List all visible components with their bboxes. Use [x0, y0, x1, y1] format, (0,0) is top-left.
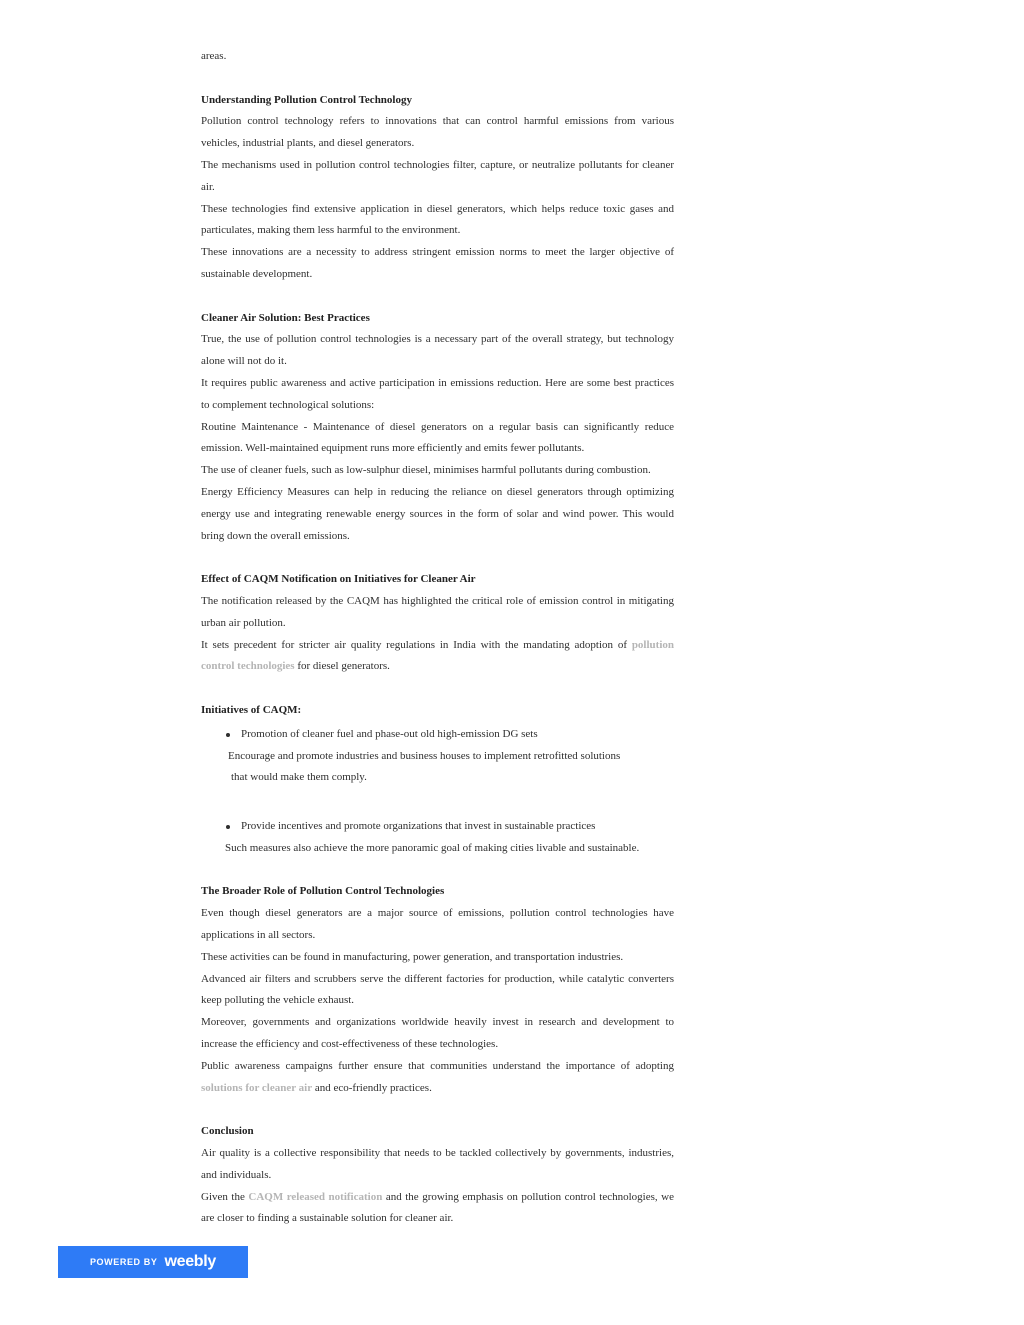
link-caqm-released-notification[interactable]: CAQM released notification [248, 1190, 383, 1203]
list-item-text: Promotion of cleaner fuel and phase-out old high-emission DG sets [241, 727, 538, 740]
section-heading-broader-role: The Broader Role of Pollution Control Technologies [201, 885, 445, 898]
sub-paragraph-line: that would make them comply. [231, 771, 367, 784]
paragraph: Moreover, governments and organizations worldwide heavily invest in research and development to increase the efficiency and cost-effectiveness of these technologies. [201, 1016, 674, 1051]
paragraph-text: for diesel generators. [294, 660, 390, 673]
paragraph: Advanced air filters and scrubbers serve the different factories for production, while catalytic converters keep polluting the vehicle exhaust. [201, 972, 674, 1007]
link-pollution-control-technologies[interactable]: pollution control technologies [201, 638, 674, 673]
list-item-text: Provide incentives and promote organizations that invest in sustainable practices [241, 820, 596, 833]
spacer [201, 789, 674, 814]
paragraph: Pollution control technology refers to innovations that can control harmful emissions from various vehicles, industrial plants, and diesel generators. [201, 115, 674, 150]
paragraph: These innovations are a necessity to address stringent emission norms to meet the larger objective of sustainable development. [201, 246, 674, 280]
paragraph: The use of cleaner fuels, such as low-sulphur diesel, minimises harmful pollutants during combustion. [201, 464, 651, 477]
bullet-icon [226, 733, 230, 737]
article-body [201, 46, 674, 1230]
paragraph: These activities can be found in manufacturing, power generation, and transportation industries. [201, 950, 624, 963]
paragraph: True, the use of pollution control technologies is a necessary part of the overall strategy, but technology alone will not do it. [201, 333, 674, 368]
section-heading-understanding: Understanding Pollution Control Technology [201, 93, 412, 106]
powered-by-weebly-badge[interactable] [58, 1246, 248, 1278]
spacer [201, 547, 674, 569]
paragraph [201, 635, 674, 679]
section-heading-effect: Effect of CAQM Notification on Initiatives for Cleaner Air [201, 573, 476, 586]
paragraph: Even though diesel generators are a major source of emissions, pollution control technologies have applications in all sectors. [201, 907, 674, 942]
paragraph: Air quality is a collective responsibility that needs to be tackled collectively by governments, industries, and individuals. [201, 1147, 674, 1181]
spacer [201, 678, 674, 700]
weebly-logo: weebly [164, 1253, 217, 1270]
paragraph: It requires public awareness and active participation in emissions reduction. Here are some best practices to complement technological solutions: [201, 376, 674, 411]
intro-fragment: areas. [201, 50, 227, 62]
paragraph-text: It sets precedent for stricter air quality regulations in India with the mandating adoption of [201, 638, 632, 651]
sub-paragraph-line: Encourage and promote industries and business houses to implement retrofitted solutions [228, 749, 621, 762]
paragraph [201, 1187, 674, 1231]
spacer [201, 68, 674, 90]
paragraph-text: and eco-friendly practices. [312, 1081, 432, 1094]
paragraph: Energy Efficiency Measures can help in reducing the reliance on diesel generators through optimizing energy use and integrating renewable energy sources in the form of solar and wind power. This would bring down the overall emissions. [201, 485, 674, 542]
spacer [201, 286, 674, 308]
spacer [201, 860, 674, 882]
list-item [201, 724, 674, 746]
spacer [201, 1099, 674, 1121]
paragraph: The notification released by the CAQM has highlighted the critical role of emission control in mitigating urban air pollution. [201, 594, 674, 629]
paragraph-text: Public awareness campaigns further ensure that communities understand the importance of adopting [201, 1059, 674, 1072]
list-item [201, 816, 674, 838]
paragraph-text: and the growing emphasis on pollution control technologies, we are closer to finding a sustainable solution for cleaner air. [201, 1190, 674, 1225]
section-heading-best-practices: Cleaner Air Solution: Best Practices [201, 311, 370, 324]
section-heading-initiatives: Initiatives of CAQM: [201, 703, 302, 716]
paragraph-text: Given the [201, 1190, 249, 1203]
sub-paragraph: Such measures also achieve the more panoramic goal of making cities livable and sustainable. [225, 841, 640, 854]
paragraph: The mechanisms used in pollution control technologies filter, capture, or neutralize pollutants for cleaner air. [201, 158, 674, 193]
link-solutions-for-cleaner-air[interactable]: solutions for cleaner air [201, 1081, 313, 1094]
bullet-icon [226, 825, 230, 829]
paragraph [201, 1056, 674, 1100]
powered-by-label: POWERED BY [89, 1257, 158, 1267]
section-heading-conclusion: Conclusion [201, 1125, 254, 1138]
paragraph: These technologies find extensive application in diesel generators, which helps reduce toxic gases and particulates, making them less harmful to the environment. [201, 202, 674, 237]
sub-paragraph [201, 746, 674, 790]
paragraph: Routine Maintenance - Maintenance of diesel generators on a regular basis can significantly reduce emission. Well-maintained equipment runs more efficiently and emits fewer pollutants. [201, 420, 674, 455]
